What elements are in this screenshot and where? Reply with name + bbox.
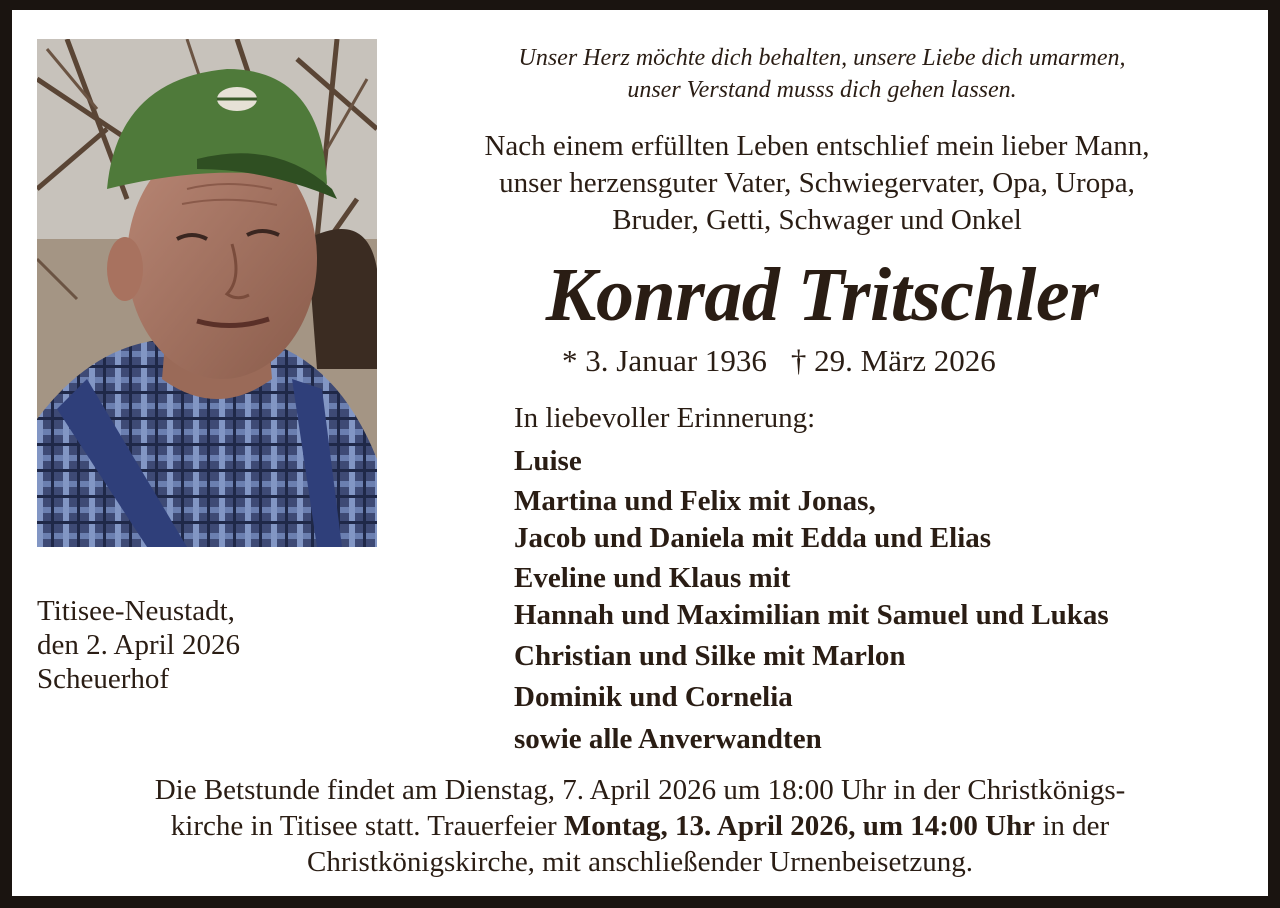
birth-date: * 3. Januar 1936: [562, 343, 767, 378]
service-info: [26, 772, 1254, 880]
family-line: Christian und Silke mit Marlon: [514, 640, 906, 672]
intro-line-1: Nach einem erfüllten Leben entschlief mein lieber Mann,: [484, 130, 1150, 162]
family-line: Dominik und Cornelia: [514, 681, 793, 713]
family-line: Luise: [514, 445, 582, 477]
life-dates: [562, 342, 996, 380]
memory-label: In liebevoller Erinnerung:: [514, 402, 816, 434]
motto-verse: [392, 42, 1252, 106]
place-line-3: Scheuerhof: [37, 663, 170, 695]
place-line-2: den 2. April 2026: [37, 629, 240, 661]
family-line: Eveline und Klaus mit: [514, 562, 791, 594]
family-line: Hannah und Maximilian mit Samuel und Lukas: [514, 599, 1109, 631]
intro-line-2: unser herzensguter Vater, Schwiegervater, Opa, Uropa,: [499, 167, 1135, 199]
death-notice: [12, 10, 1268, 896]
portrait-photo-image: [37, 39, 377, 547]
funeral-date: Montag, 13. April 2026, um 14:00 Uhr: [563, 810, 1036, 842]
family-line: Martina und Felix mit Jonas,: [514, 485, 876, 517]
place-line-1: Titisee-Neustadt,: [37, 595, 235, 627]
service-line-2: [26, 808, 1254, 844]
intro-text: [382, 128, 1252, 239]
service-line-1: Die Betstunde findet am Dienstag, 7. April 2026 um 18:00 Uhr in der Christkönigs-: [154, 774, 1126, 806]
intro-line-3: Bruder, Getti, Schwager und Onkel: [612, 204, 1022, 236]
deceased-name: Konrad Tritschler: [545, 253, 1099, 337]
place-and-date: [37, 594, 240, 696]
family-line: Jacob und Daniela mit Edda und Elias: [514, 522, 992, 554]
death-date: † 29. März 2026: [790, 343, 996, 378]
portrait-photo: [37, 39, 377, 547]
family-line: sowie alle Anverwandten: [514, 723, 822, 755]
motto-line-2: unser Verstand musss dich gehen lassen.: [627, 77, 1017, 103]
service-line-3: Christkönigskirche, mit anschließender Urnenbeisetzung.: [306, 846, 974, 878]
service-line-2-post: in der: [1035, 810, 1110, 842]
motto-line-1: Unser Herz möchte dich behalten, unsere Liebe dich umarmen,: [518, 45, 1126, 71]
service-line-2-pre: kirche in Titisee statt. Trauerfeier: [170, 810, 564, 842]
family-list: [514, 443, 1109, 758]
